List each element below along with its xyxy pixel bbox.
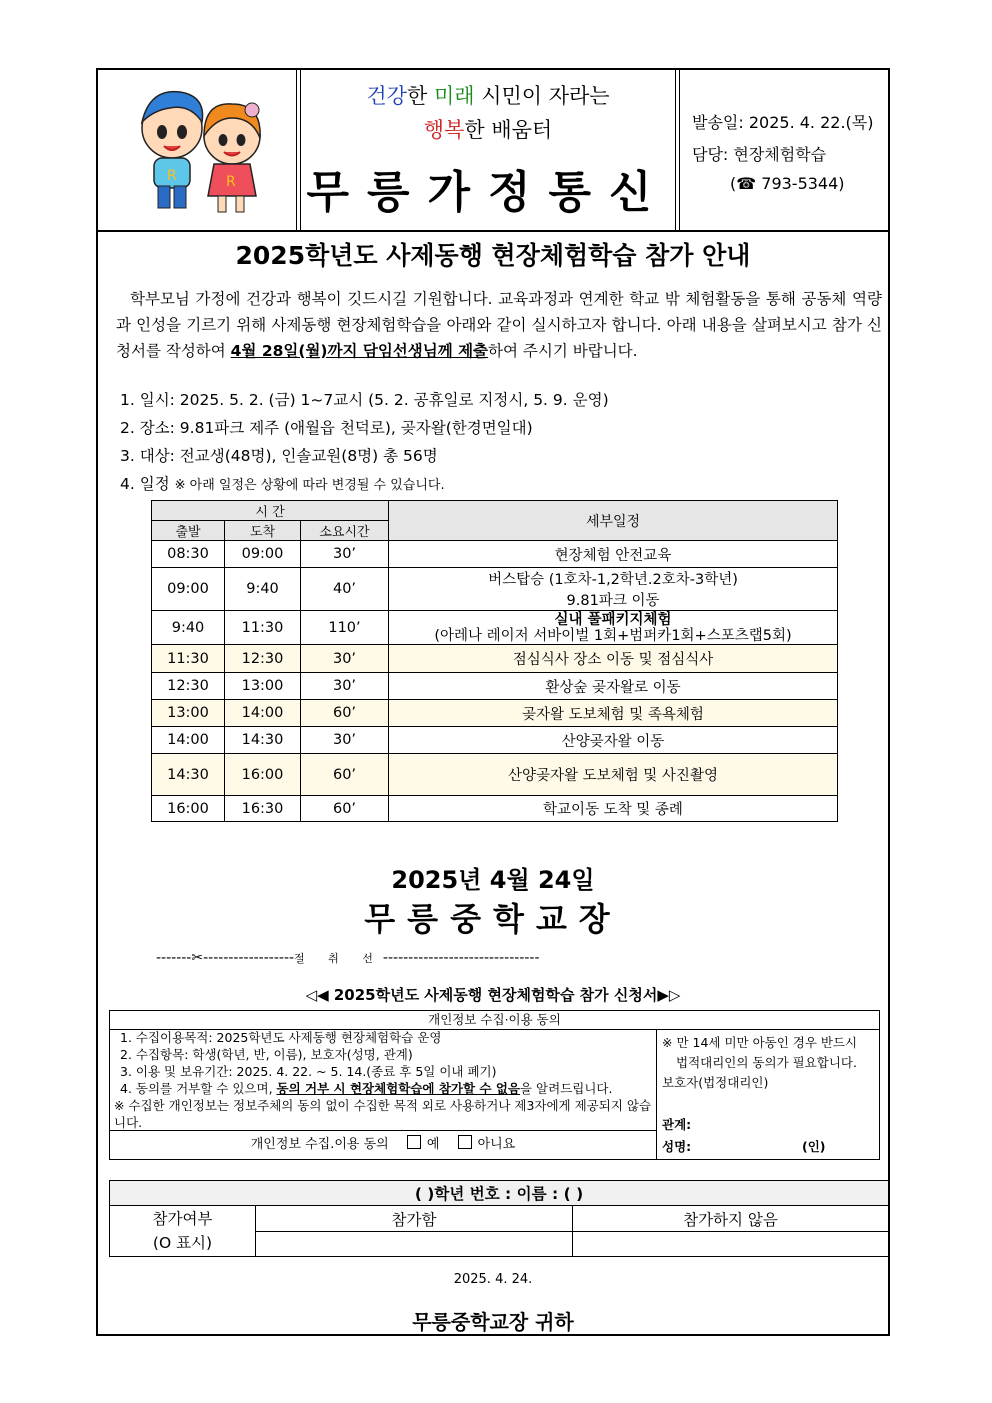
attend-no-cell[interactable] [573, 1232, 889, 1257]
agree-no-label: 아니요 [477, 1137, 516, 1152]
arrive-cell: 13:00 [225, 673, 301, 700]
depart-cell: 14:00 [152, 727, 225, 754]
depart-header: 출발 [152, 521, 225, 541]
table-row [152, 700, 838, 727]
consent-line [110, 1080, 656, 1097]
arrive-header: 도착 [225, 521, 301, 541]
detail-cell: 산양곶자왈 도보체험 및 사진촬영 [389, 754, 838, 796]
duration-cell: 40’ [301, 568, 389, 611]
issue-date: 발송일: 2025. 4. 22.(목) [692, 113, 874, 132]
item-label: 4. 일정 [120, 475, 170, 493]
arrive-cell: 11:30 [225, 611, 301, 645]
slogan-word-future: 미래 [433, 84, 475, 108]
arrive-cell: 09:00 [225, 541, 301, 568]
depart-cell: 13:00 [152, 700, 225, 727]
notice-title: 2025학년도 사제동행 현장체험학습 참가 안내 [235, 241, 751, 270]
detail-cell: 점심식사 장소 이동 및 점심식사 [389, 645, 838, 673]
duration-cell: 60’ [301, 700, 389, 727]
schedule-note: ※ 아래 일정은 상황에 따라 변경될 수 있습니다. [174, 478, 445, 493]
paragraph-text: 학부모님 가정에 건강과 행복이 깃드시길 기원합니다. 교육과정과 연계한 학교 밖 체험활동을 통해 공동체 역량과 인성을 기르기 위해 사제동행 현장체험학습을 아래와 같이 실시하고자 합니다. 아래 내용을 살펴보시고 참가 신청서를 작성하여 [116, 290, 882, 360]
consent-text: 4. 동의를 거부할 수 있으며, [120, 1081, 277, 1096]
detail-cell: 현장체험 안전교육 [389, 541, 838, 568]
depart-cell: 11:30 [152, 645, 225, 673]
minor-note: 법적대리인의 동의가 필요합니다. [676, 1055, 857, 1070]
attendance-label-line: 참가여부 [152, 1210, 213, 1228]
relation-field[interactable]: 관계: [662, 1117, 692, 1132]
depart-cell: 9:40 [152, 611, 225, 645]
depart-cell: 08:30 [152, 541, 225, 568]
table-row [152, 541, 838, 568]
arrive-cell: 9:40 [225, 568, 301, 611]
deadline-emphasis: 4월 28일(월)까지 담임선생님께 제출 [230, 342, 489, 360]
depart-cell: 14:30 [152, 754, 225, 796]
slogan-line-1 [301, 80, 675, 110]
notice-item-place: 2. 장소: 9.81파크 제주 (애월읍 천덕로), 곶자왈(한경면일대) [120, 419, 533, 437]
guardian-name-field[interactable] [662, 1137, 876, 1157]
schedule-table [151, 500, 838, 822]
student-info-field[interactable]: ( )학년 번호 : 이름 : ( ) [110, 1181, 889, 1206]
duration-cell: 30’ [301, 645, 389, 673]
consent-refusal-emphasis: 동의 거부 시 현장체험학습에 참가할 수 없음 [276, 1081, 520, 1096]
newsletter-page [96, 68, 890, 1336]
table-row [152, 568, 838, 611]
consent-terms [110, 1029, 657, 1159]
issue-info-cell [680, 70, 888, 230]
cut-dashes: ------- [156, 950, 192, 966]
consent-note: ※ 수집한 개인정보는 정보주체의 동의 없이 수집한 목적 외로 사용하거나 제3자에게 제공되지 않습니다. [114, 1098, 652, 1130]
cut-dashes: ------------------ [203, 950, 295, 966]
cut-line-label: 절 취 선 [294, 952, 383, 965]
detail-line: 버스탑승 (1호차-1,2학년.2호차-3학년) [488, 572, 738, 588]
consent-agree-row [110, 1130, 656, 1159]
addressee: 무릉중학교장 귀하 [412, 1310, 574, 1334]
agree-yes-label: 예 [426, 1137, 440, 1152]
slogan-line-2 [301, 114, 675, 144]
detail-header: 세부일정 [389, 501, 838, 541]
arrive-cell: 14:30 [225, 727, 301, 754]
duration-header: 소요시간 [301, 521, 389, 541]
detail-line: 실내 풀패키지체험 [554, 611, 672, 628]
duration-cell: 30’ [301, 673, 389, 700]
table-row [152, 645, 838, 673]
svg-text:R: R [226, 174, 236, 190]
agree-label: 개인정보 수집.이용 동의 [250, 1137, 389, 1152]
participation-table [109, 1180, 889, 1257]
arrive-cell: 16:00 [225, 754, 301, 796]
attend-yes-cell[interactable] [256, 1232, 573, 1257]
attend-yes-header: 참가함 [256, 1206, 573, 1232]
table-row [152, 754, 838, 796]
name-label: 성명: [662, 1139, 692, 1154]
header [98, 70, 888, 232]
cut-line [156, 950, 836, 966]
depart-cell: 09:00 [152, 568, 225, 611]
slogan-text: 시민이 자라는 [474, 84, 610, 108]
notice-item-date: 1. 일시: 2025. 5. 2. (금) 1~7교시 (5. 2. 공휴일로 지정시, 5. 9. 운영) [120, 391, 609, 409]
application-form-title: ◁◀ 2025학년도 사제동행 현장체험학습 참가 신청서▶▷ [305, 986, 681, 1004]
scissors-icon: ✂ [191, 950, 204, 966]
notice-item-schedule [120, 472, 445, 494]
principal-name: 무릉중학교장 [364, 900, 622, 938]
slogan-text: 한 [406, 84, 434, 108]
depart-cell: 16:00 [152, 796, 225, 822]
notice-paragraph [116, 286, 882, 364]
signature-date: 2025. 4. 24. [453, 1272, 533, 1287]
children-mascot-logo [120, 82, 280, 222]
arrive-cell: 14:00 [225, 700, 301, 727]
consent-line: 1. 수집이용목적: 2025학년도 사제동행 현장체험학습 운영 [120, 1030, 442, 1045]
newsletter-title: 무릉가정통신 [306, 167, 670, 218]
notice-item-target: 3. 대상: 전교생(48명), 인솔교원(8명) 총 56명 [120, 447, 438, 465]
duration-cell: 60’ [301, 796, 389, 822]
arrive-cell: 16:30 [225, 796, 301, 822]
duration-cell: 30’ [301, 541, 389, 568]
slogan-word-happiness: 행복 [423, 118, 465, 142]
table-row [152, 727, 838, 754]
detail-cell: 곶자왈 도보체험 및 족욕체험 [389, 700, 838, 727]
table-row [152, 611, 838, 645]
paragraph-text: 하여 주시기 바랍니다. [488, 342, 638, 360]
svg-text:R: R [167, 168, 177, 184]
duration-cell: 30’ [301, 727, 389, 754]
issue-date-line: 2025년 4월 24일 [391, 866, 595, 894]
table-row [152, 796, 838, 822]
detail-cell: 학교이동 도착 및 종례 [389, 796, 838, 822]
in-charge: 담당: 현장체험학습 [692, 145, 827, 164]
arrive-cell: 12:30 [225, 645, 301, 673]
consent-box [109, 1010, 880, 1160]
agree-no-checkbox[interactable] [458, 1135, 472, 1149]
detail-cell: 환상숲 곶자왈로 이동 [389, 673, 838, 700]
title-cell [300, 70, 676, 230]
guardian-section [662, 1033, 876, 1157]
consent-header: 개인정보 수집·이용 동의 [110, 1011, 879, 1030]
consent-text: 을 알려드립니다. [520, 1081, 613, 1096]
detail-cell: 산양곶자왈 이동 [389, 727, 838, 754]
detail-line: (아레나 레이저 서바이벌 1회+범퍼카1회+스포츠랩5회) [434, 627, 792, 644]
seal-mark: (인) [802, 1139, 826, 1154]
slogan-word-health: 건강 [366, 84, 407, 108]
duration-cell: 60’ [301, 754, 389, 796]
agree-yes-checkbox[interactable] [407, 1135, 421, 1149]
minor-note: ※ 만 14세 미만 아동인 경우 반드시 [662, 1035, 858, 1050]
attend-no-header: 참가하지 않음 [573, 1206, 889, 1232]
cut-dashes: ------------------------------- [382, 950, 540, 966]
guardian-label: 보호자(법정대리인) [662, 1075, 769, 1090]
duration-cell: 110’ [301, 611, 389, 645]
attendance-label-line: (O 표시) [152, 1234, 213, 1252]
detail-cell [389, 611, 838, 645]
table-row [152, 673, 838, 700]
detail-cell [389, 568, 838, 611]
detail-line: 9.81파크 이동 [566, 593, 660, 609]
depart-cell: 12:30 [152, 673, 225, 700]
attendance-label [110, 1206, 256, 1257]
logo-cell [98, 70, 297, 230]
slogan-text: 한 배움터 [464, 118, 553, 142]
consent-line: 3. 이용 및 보유기간: 2025. 4. 22. ~ 5. 14.(종료 후 5일 이내 폐기) [120, 1064, 497, 1079]
consent-line: 2. 수집항목: 학생(학년, 반, 이름), 보호자(성명, 관계) [120, 1047, 413, 1062]
time-group-header: 시 간 [152, 501, 389, 521]
phone-number: (☎ 793-5344) [730, 174, 845, 193]
